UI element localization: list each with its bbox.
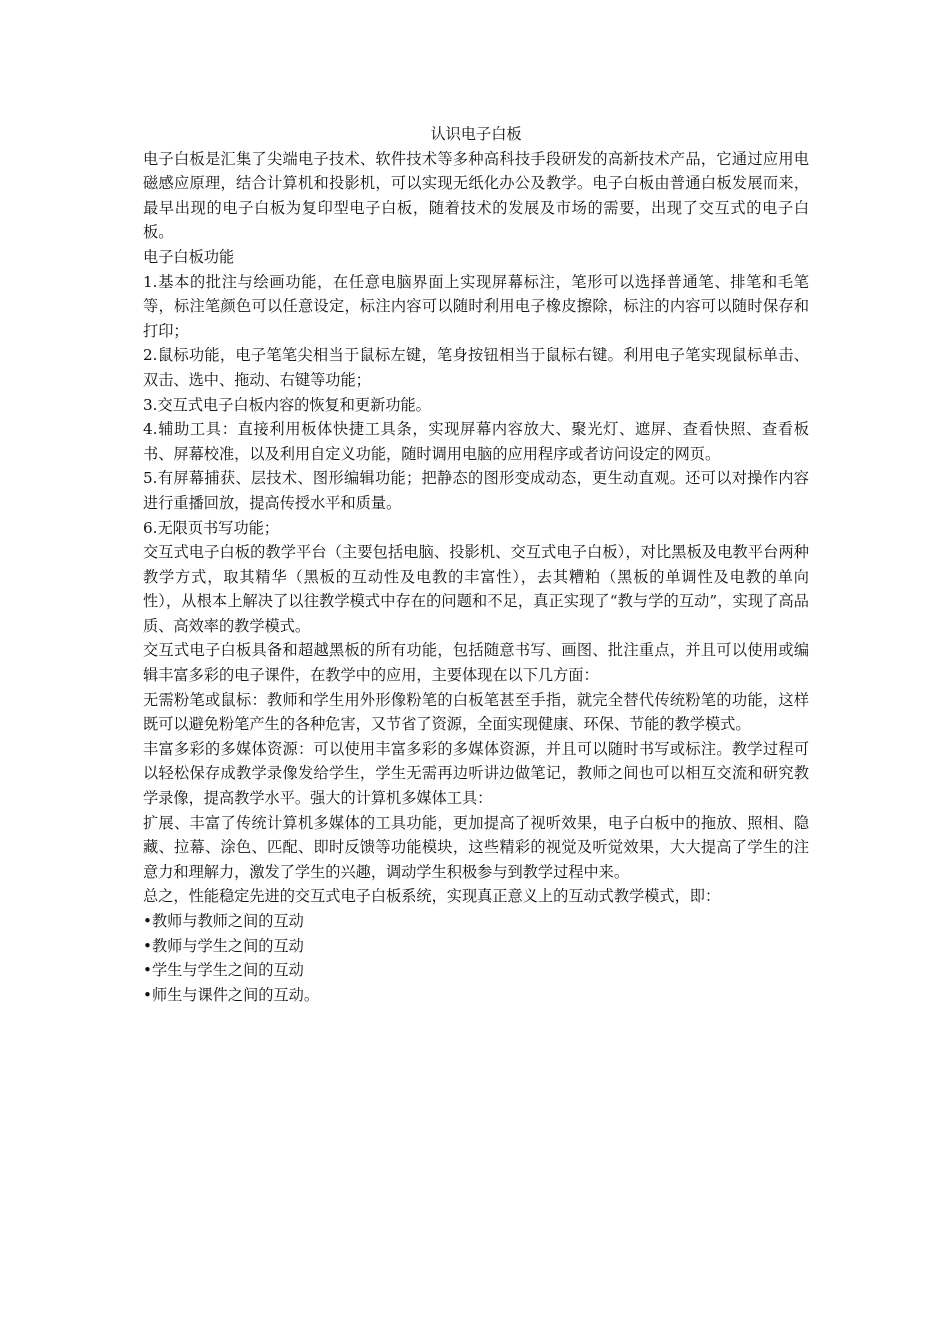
intro-paragraph: 电子白板是汇集了尖端电子技术、软件技术等多种高科技手段研发的高新技术产品，它通过应用电磁感应原理，结合计算机和投影机，可以实现无纸化办公及教学。电子白板由普通白板发展而来，最早出现的电子白板为复印型电子白板，随着技术的发展及市场的需要，出现了交互式的电子白板。 (143, 149, 809, 242)
function-item: 3.交互式电子白板内容的恢复和更新功能。 (143, 395, 431, 414)
body-paragraph: 无需粉笔或鼠标：教师和学生用外形像粉笔的白板笔甚至手指，就完全替代传统粉笔的功能，这样既可以避免粉笔产生的各种危害，又节省了资源，全面实现健康、环保、节能的教学模式。 (143, 690, 809, 734)
list-item: •师生与课件之间的互动。 (143, 985, 320, 1004)
list-item: •教师与教师之间的互动 (143, 912, 304, 930)
body-paragraph: 丰富多彩的多媒体资源：可以使用丰富多彩的多媒体资源，并且可以随时书写或标注。教学过程可以轻松保存成教学录像发给学生，学生无需再边听讲边做笔记，教师之间也可以相互交流和研究教学录像，提高教学水平。强大的计算机多媒体工具： (143, 739, 809, 808)
document-title: 认识电子白板 (430, 125, 522, 143)
list-item: •教师与学生之间的互动 (143, 936, 304, 955)
function-item: 1.基本的批注与绘画功能，在任意电脑界面上实现屏幕标注，笔形可以选择普通笔、排笔和毛笔等，标注笔颜色可以任意设定，标注内容可以随时利用电子橡皮擦除，标注的内容可以随时保存和打印； (143, 272, 809, 340)
function-item: 4.辅助工具：直接利用板体快捷工具条，实现屏幕内容放大、聚光灯、遮屏、查看快照、查看板书、屏幕校准，以及利用自定义功能，随时调用电脑的应用程序或者访问设定的网页。 (143, 420, 809, 463)
function-item: 6.无限页书写功能； (143, 518, 279, 537)
body-paragraph: 交互式电子白板的教学平台（主要包括电脑、投影机、交互式电子白板），对比黑板及电教平台两种教学方式，取其精华（黑板的互动性及电教的丰富性），去其糟粕（黑板的单调性及电教的单向性），从根本上解决了以往教学模式中存在的问题和不足，真正实现了“教与学的互动”，实现了高品质、高效率的教学模式。 (143, 543, 809, 635)
functions-heading: 电子白板功能 (143, 247, 235, 266)
function-item: 5.有屏幕捕获、层技术、图形编辑功能；把静态的图形变成动态，更生动直观。还可以对操作内容进行重播回放，提高传授水平和质量。 (143, 469, 809, 512)
body-paragraph: 总之，性能稳定先进的交互式电子白板系统，实现真正意义上的互动式教学模式，即： (143, 887, 721, 906)
function-item: 2.鼠标功能，电子笔笔尖相当于鼠标左键，笔身按钮相当于鼠标右键。利用电子笔实现鼠标单击、双击、选中、拖动、右键等功能； (143, 346, 809, 389)
body-paragraph: 交互式电子白板具备和超越黑板的所有功能，包括随意书写、画图、批注重点，并且可以使用或编辑丰富多彩的电子课件，在教学中的应用，主要体现在以下几方面： (143, 641, 809, 685)
interaction-list (143, 909, 809, 1007)
list-item: •学生与学生之间的互动 (143, 961, 304, 980)
body-paragraph: 扩展、丰富了传统计算机多媒体的工具功能，更加提高了视听效果，电子白板中的拖放、照相、隐藏、拉幕、涂色、匹配、即时反馈等功能模块，这些精彩的视觉及听觉效果，大大提高了学生的注意力和理解力，激发了学生的兴趣，调动学生积极参与到教学过程中来。 (143, 813, 809, 881)
document-content (143, 122, 809, 1007)
